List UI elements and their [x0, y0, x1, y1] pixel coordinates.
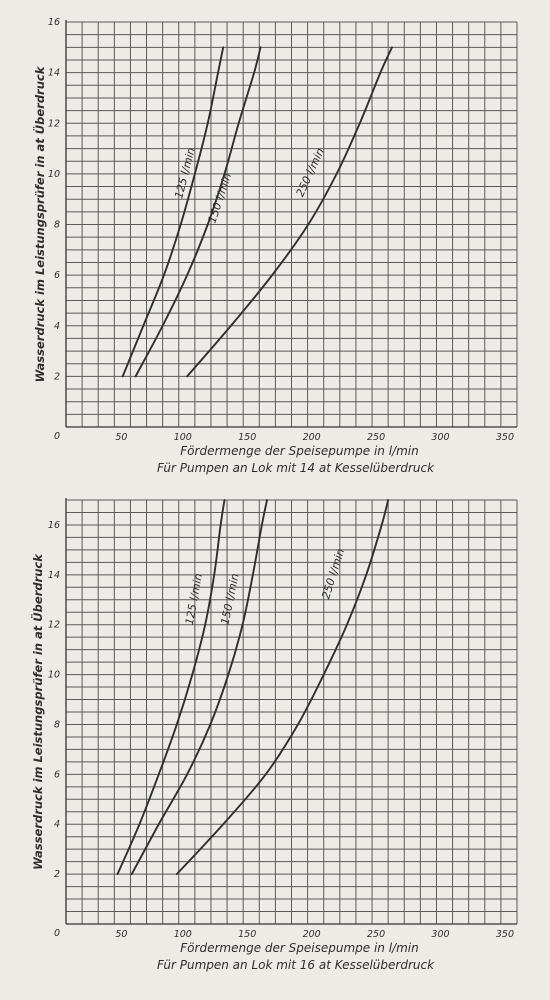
- chart1: [32, 17, 517, 475]
- chart1-series-3-label: 250 l/min: [293, 146, 327, 199]
- chart2-series-3-label: 250 l/min: [319, 547, 348, 601]
- chart2-x-tick-label: 150: [238, 929, 257, 940]
- chart1-x-tick-label: 350: [495, 432, 514, 443]
- chart1-origin-label: 0: [53, 431, 60, 442]
- chart2-caption: Für Pumpen an Lok mit 16 at Kesselüberdruck: [156, 958, 435, 972]
- chart1-series-2-label: 150 l/min: [205, 171, 235, 225]
- chart1-y-tick-label: 6: [53, 270, 60, 282]
- chart1-caption: Für Pumpen an Lok mit 14 at Kesselüberdruck: [156, 461, 435, 475]
- chart2-origin-label: 0: [53, 928, 60, 939]
- chart2-y-tick-label: 4: [53, 819, 60, 831]
- chart2-x-axis-label: Fördermenge der Speisepumpe in l/min: [180, 941, 419, 955]
- chart2-y-tick-label: 8: [53, 719, 60, 731]
- chart1-x-tick-label: 150: [238, 432, 257, 443]
- chart2-x-tick-label: 250: [367, 929, 386, 940]
- chart1-y-tick-label: 4: [53, 320, 60, 332]
- chart1-x-tick-label: 200: [302, 432, 321, 443]
- chart1-x-axis-label: Fördermenge der Speisepumpe in l/min: [180, 444, 419, 458]
- chart2-y-tick-label: 2: [53, 869, 60, 881]
- chart1-y-tick-label: 8: [53, 219, 60, 231]
- chart2-x-tick-label: 350: [495, 929, 514, 940]
- chart1-y-tick-label: 16: [47, 17, 60, 28]
- chart1-x-tick-label: 300: [431, 432, 450, 443]
- chart1-y-tick-label: 10: [47, 168, 60, 180]
- chart2-x-tick-label: 200: [302, 929, 321, 940]
- chart1-x-tick-label: 250: [367, 432, 386, 443]
- chart2-grid: [66, 500, 517, 924]
- chart2-y-tick-label: 14: [47, 569, 60, 581]
- chart1-y-tick-label: 12: [47, 118, 60, 130]
- chart1-y-tick-label: 14: [47, 67, 60, 79]
- chart2-series-2-label: 150 l/min: [218, 572, 242, 626]
- chart2-y-tick-label: 6: [53, 769, 60, 781]
- chart2-y-tick-label: 12: [47, 619, 60, 631]
- chart2-y-tick-label: 16: [47, 519, 60, 531]
- chart2-y-tick-label: 10: [47, 669, 60, 681]
- chart1-series-1-label: 125 l/min: [172, 146, 198, 200]
- chart2-series-1-label: 125 l/min: [182, 572, 206, 626]
- chart1-grid: [66, 22, 517, 427]
- chart1-y-tick-label: 2: [53, 371, 60, 383]
- chart2-x-tick-label: 100: [173, 929, 192, 940]
- chart1-x-tick-label: 100: [173, 432, 192, 443]
- chart2-y-axis-label: Wasserdruck im Leistungsprüfer in at Überdruck: [31, 554, 45, 870]
- chart2: [30, 498, 517, 972]
- chart2-x-tick-label: 300: [431, 929, 450, 940]
- chart1-y-axis-label: Wasserdruck im Leistungsprüfer in at Überdruck: [33, 66, 47, 383]
- chart2-x-tick-label: 50: [115, 929, 128, 940]
- chart1-x-tick-label: 50: [115, 432, 128, 443]
